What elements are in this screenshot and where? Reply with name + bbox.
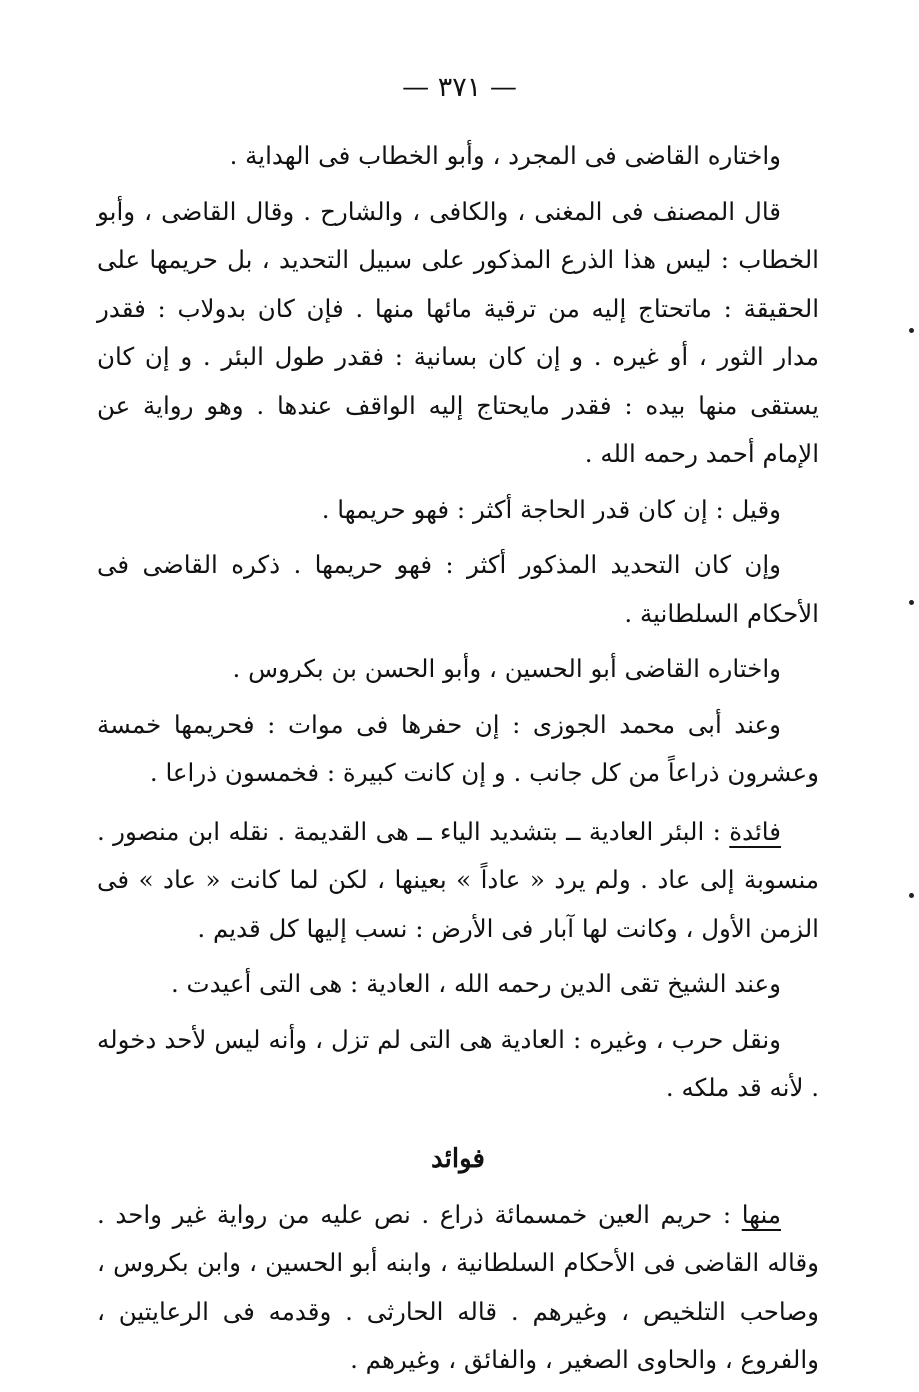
page-number: — ٣٧١ — — [402, 72, 517, 103]
paragraph-lead-word: منها — [741, 1199, 781, 1229]
paragraph-9 — [97, 1016, 819, 1113]
paragraph-text: واختاره القاضى فى المجرد ، وأبو الخطاب فى الهداية . — [229, 141, 781, 170]
paragraph-text: وعند أبى محمد الجوزى : إن حفرها فى موات : فحريمها خمسة وعشرون ذراعاً من كل جانب . و إن كانت كبيرة : فخمسون ذراعا . — [97, 709, 819, 787]
paragraph-text: قال المصنف فى المغنى ، والكافى ، والشارح . وقال القاضى ، وأبو الخطاب : ليس هذا الذرع المذكور على سبيل التحديد ، بل حريمها على الحقيقة : ماتحتاج إليه من ترقية مائها منها . فإن كان بدولاب : فقدر مدار الثور ، أو غيره . و إن كان بسانية : فقدر طول البئر . و إن كان يستقى منها بيده : فقدر مايحتاج إليه الواقف عندها . وهو رواية عن الإمام أحمد رحمه الله . — [97, 196, 819, 468]
paragraph-1 — [97, 132, 819, 181]
paragraph-5 — [97, 645, 819, 694]
body-text — [97, 132, 819, 1392]
section-paragraph-1 — [97, 1191, 819, 1385]
paragraph-2 — [97, 188, 819, 479]
paragraph-lead-word: فائدة — [729, 816, 781, 846]
section-heading: فوائد — [431, 1143, 485, 1174]
paragraph-text: : البئر العادية ــ بتشديد الياء ــ هى القديمة . نقله ابن منصور . منسوبة إلى عاد . ولم يرد « عاداً » بعينها ، لكن لما كانت « عاد » فى الزمن الأول ، وكانت لها آبار فى الأرض : نسب إليها كل قديم . — [97, 816, 819, 943]
paragraph-8 — [97, 960, 819, 1009]
paragraph-6 — [97, 701, 819, 798]
paragraph-3 — [97, 486, 819, 535]
paragraph-text: واختاره القاضى أبو الحسين ، وأبو الحسن بن بكروس . — [232, 654, 781, 683]
paragraph-text: وقيل : إن كان قدر الحاجة أكثر : فهو حريمها . — [321, 494, 781, 524]
paragraph-text: : حريم العين خمسمائة ذراع . نص عليه من رواية غير واحد . وقاله القاضى فى الأحكام السلطانية ، وابنه أبو الحسين ، وابن بكروس ، وصاحب التلخيص ، وغيرهم . قاله الحارثى . وقدمه فى الرعايتين ، والفروع ، والحاوى الصغير ، والفائق ، وغيرهم . — [97, 1199, 819, 1374]
paragraph-text: وإن كان التحديد المذكور أكثر : فهو حريمها . ذكره القاضى فى الأحكام السلطانية . — [97, 550, 819, 628]
scan-speck — [909, 893, 914, 898]
paragraph-4 — [97, 541, 819, 638]
paragraph-7 — [97, 808, 819, 954]
paragraph-text: وعند الشيخ تقى الدين رحمه الله ، العادية : هى التى أعيدت . — [170, 969, 781, 998]
scan-speck — [909, 328, 914, 333]
scan-speck — [909, 600, 914, 605]
paragraph-text: ونقل حرب ، وغيره : العادية هى التى لم تزل ، وأنه ليس لأحد دخوله . لأنه قد ملكه . — [97, 1024, 819, 1102]
